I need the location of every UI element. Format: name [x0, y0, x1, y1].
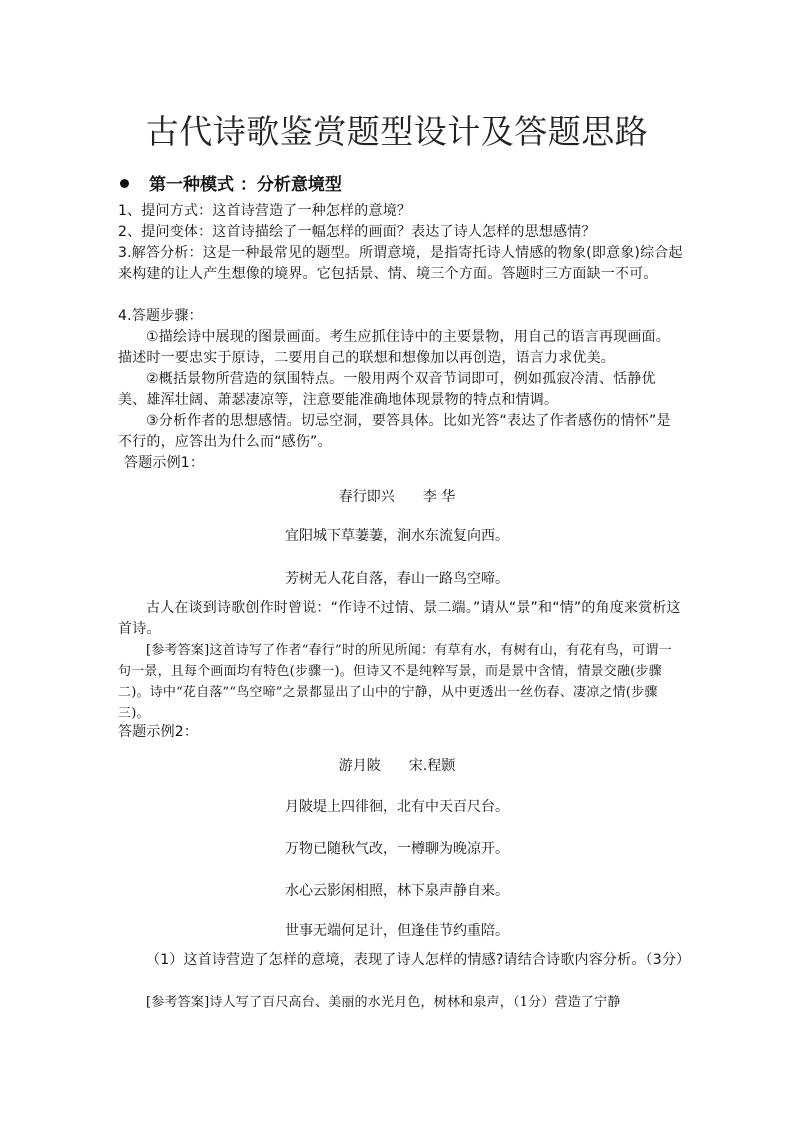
poem-1-author: 李 华 — [422, 489, 456, 505]
poem-1-heading — [0, 486, 794, 506]
section-heading — [120, 170, 342, 195]
answer-steps-heading: 4.答题步骤： — [118, 308, 203, 324]
example-2-answer: [参考答案]诗人写了百尺高台、美丽的水光月色，树林和泉声，（1分）营造了宁静 — [146, 995, 621, 1010]
poem-1-line-1: 宜阳城下草萋萋，涧水东流复向西。 — [285, 528, 509, 544]
example-1-answer: [参考答案]这首诗写了作者“春行”时的所见所闻：有草有水，有树有山，有花有鸟，可谓一句一景，且每个画面均有特色(步骤一)。但诗又不是纯粹写景，而是景中含情，情景交融(步骤二)。诗中“花自落”“鸟空啼”之景都显出了山中的宁静，从中更透出一丝伤春、凄凉之情(步骤三)。 — [118, 643, 672, 721]
example-2-label: 答题示例2： — [118, 724, 199, 740]
bullet-icon — [120, 179, 129, 188]
example-2-question: （1）这首诗营造了怎样的意境，表现了诗人怎样的情感?请结合诗歌内容分析。（3分） — [146, 952, 691, 968]
answer-analysis: 3.解答分析：这是一种最常见的题型。所谓意境，是指寄托诗人情感的物象(即意象)综合起来构建的让人产生想像的境界。它包括景、情、境三个方面。答题时三方面缺一不可。 — [118, 245, 683, 282]
step-2: ②概括景物所营造的氛围特点。一般用两个双音节词即可，例如孤寂冷清、恬静优美、雄浑壮阔、萧瑟凄凉等，注意要能准确地体现景物的特点和情调。 — [118, 371, 656, 408]
question-method: 1、提问方式：这首诗营造了一种怎样的意境？ — [118, 203, 412, 219]
step-3: ③分析作者的思想感情。切忌空洞，要答具体。比如光答“表达了作者感伤的情怀”是不行的，应答出为什么而“感伤”。 — [118, 413, 671, 450]
section-heading-text: 第一种模式 ：分析意境型 — [149, 175, 342, 195]
poem-2-line-1: 月陂堤上四徘徊，北有中天百尺台。 — [285, 799, 509, 815]
poem-2-line-2: 万物已随秋气改，一樽聊为晚凉开。 — [285, 841, 509, 857]
example-1-question: 古人在谈到诗歌创作时曾说：“作诗不过情、景二端。”请从“景”和“情”的角度来赏析这首诗。 — [118, 600, 681, 637]
poem-2-author: 宋.程颢 — [408, 758, 456, 774]
poem-2-title: 游月陂 — [338, 758, 381, 774]
page-title: 古代诗歌鉴赏题型设计及答题思路 — [145, 112, 649, 151]
step-1: ①描绘诗中展现的图景画面。考生应抓住诗中的主要景物，用自己的语言再现画面。描述时一要忠实于原诗，二要用自己的联想和想像加以再创造，语言力求优美。 — [118, 329, 670, 366]
poem-1-title: 春行即兴 — [338, 489, 395, 505]
poem-2-line-4: 世事无端何足计，但逢佳节约重陪。 — [285, 923, 509, 939]
example-1-label: 答题示例1： — [124, 455, 205, 471]
poem-2-line-3: 水心云影闲相照，林下泉声静自来。 — [285, 883, 509, 899]
poem-2-heading — [0, 755, 794, 775]
poem-1-line-2: 芳树无人花自落，春山一路鸟空啼。 — [285, 571, 509, 587]
question-variant: 2、提问变体：这首诗描绘了一幅怎样的画面？表达了诗人怎样的思想感情？ — [118, 224, 596, 240]
